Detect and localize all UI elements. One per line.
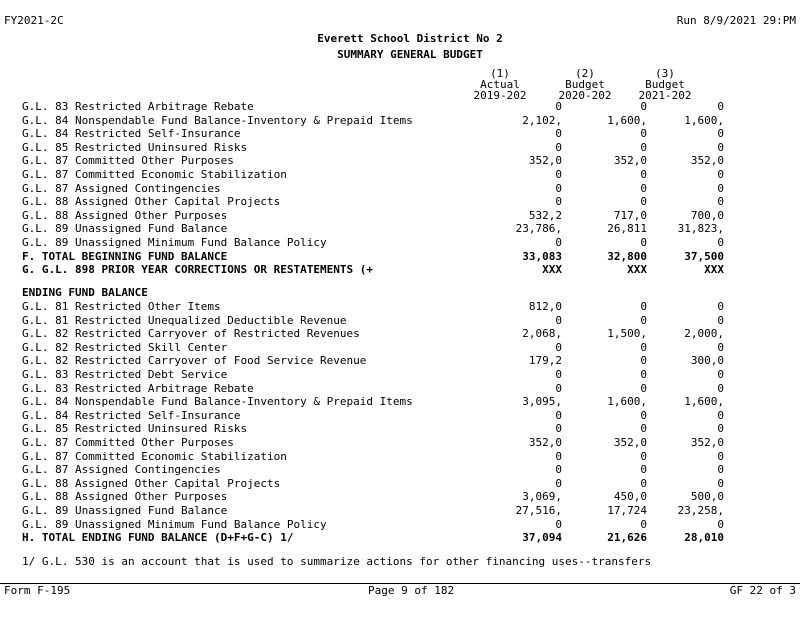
table-row <box>22 263 782 277</box>
row-label: G.L. 88 Assigned Other Purposes <box>22 208 228 222</box>
column-header-actual <box>455 68 545 101</box>
value-budget-prior: 0 <box>640 300 647 313</box>
value-budget-prior: 0 <box>640 236 647 249</box>
value-budget-current: XXX <box>704 263 724 277</box>
value-budget-prior: 17,724 <box>607 504 647 517</box>
column-period: 2019-202 <box>473 89 527 102</box>
value-budget-prior: 0 <box>640 313 647 327</box>
row-label: G.L. 87 Committed Other Purposes <box>22 154 234 168</box>
footnote: 1/ G.L. 530 is an account that is used to summarize actions for other financing uses--transfers <box>22 555 652 568</box>
fiscal-year-label: FY2021-2C <box>4 14 64 27</box>
value-budget-current: 1,600, <box>684 113 724 127</box>
table-row <box>22 327 782 341</box>
row-label: G.L. 84 Restricted Self-Insurance <box>22 408 241 422</box>
value-budget-prior: XXX <box>627 263 647 277</box>
row-label: G.L. 88 Assigned Other Capital Projects <box>22 476 281 490</box>
value-budget-current: 0 <box>717 463 724 477</box>
row-label: G.L. 84 Restricted Self-Insurance <box>22 127 241 141</box>
value-actual: 0 <box>555 449 562 463</box>
value-budget-current: 1,600, <box>684 395 724 409</box>
value-budget-current: 23,258, <box>677 504 724 517</box>
value-actual: 0 <box>555 313 562 327</box>
column-header-budget-current <box>620 68 710 101</box>
value-actual: 0 <box>555 517 562 531</box>
row-label: G.L. 89 Unassigned Minimum Fund Balance Policy <box>22 517 327 531</box>
value-actual: 179,2 <box>528 354 562 368</box>
table-row <box>22 195 782 209</box>
value-actual: 812,0 <box>528 300 562 313</box>
value-budget-current: 0 <box>717 368 724 381</box>
table-row <box>22 341 782 355</box>
column-label: Actual <box>480 78 520 91</box>
row-label: G.L. 81 Restricted Unequalized Deductible Revenue <box>22 313 347 327</box>
value-budget-current: 2,000, <box>684 327 724 341</box>
table-row <box>22 100 782 114</box>
value-budget-prior: 26,811 <box>607 222 647 236</box>
row-label: G.L. 82 Restricted Carryover of Food Service Revenue <box>22 354 367 368</box>
value-budget-current: 352,0 <box>690 154 724 168</box>
column-period: 2020-202 <box>558 89 612 102</box>
table-row <box>22 531 782 545</box>
value-actual: 0 <box>555 422 562 436</box>
value-budget-prior: 0 <box>640 127 647 141</box>
value-budget-prior: 0 <box>640 368 647 381</box>
value-actual: 0 <box>555 181 562 195</box>
row-label: G.L. 83 Restricted Arbitrage Rebate <box>22 100 254 113</box>
value-budget-prior: 0 <box>640 463 647 477</box>
value-actual: XXX <box>542 263 562 277</box>
value-actual: 3,095, <box>522 395 562 409</box>
form-number: Form F-195 <box>4 584 71 597</box>
table-row <box>22 368 782 382</box>
value-budget-prior: 0 <box>640 340 647 354</box>
row-label: G.L. 88 Assigned Other Purposes <box>22 490 228 504</box>
value-budget-current: 500,0 <box>690 490 724 504</box>
value-budget-prior: 1,500, <box>607 327 647 341</box>
value-actual: 0 <box>555 368 562 381</box>
page-code: GF 22 of 3 <box>729 584 796 597</box>
value-budget-prior: 0 <box>640 354 647 368</box>
row-label: G.L. 87 Committed Other Purposes <box>22 436 234 449</box>
value-actual: 2,102, <box>522 113 562 127</box>
row-label: H. TOTAL ENDING FUND BALANCE (D+F+G-C) 1/ <box>22 531 294 545</box>
value-budget-current: 0 <box>717 381 724 395</box>
value-budget-current: 0 <box>717 422 724 436</box>
table-row <box>22 436 782 450</box>
value-budget-current: 37,500 <box>684 249 724 263</box>
table-row <box>22 209 782 223</box>
value-budget-current: 0 <box>717 236 724 249</box>
value-budget-prior: 717,0 <box>613 208 647 222</box>
value-budget-prior: 352,0 <box>613 436 647 449</box>
value-budget-prior: 0 <box>640 517 647 531</box>
row-label: G. G.L. 898 PRIOR YEAR CORRECTIONS OR RESTATEMENTS (+ <box>22 263 373 277</box>
value-actual: 0 <box>555 140 562 154</box>
value-actual: 0 <box>555 463 562 477</box>
value-budget-prior: 0 <box>640 422 647 436</box>
table-row <box>22 518 782 532</box>
row-label: G.L. 82 Restricted Skill Center <box>22 340 228 354</box>
value-actual: 0 <box>555 381 562 395</box>
table-row <box>22 477 782 491</box>
value-budget-current: 0 <box>717 100 724 113</box>
value-actual: 37,094 <box>522 531 562 545</box>
row-label: G.L. 84 Nonspendable Fund Balance-Inventory & Prepaid Items <box>22 113 413 127</box>
value-budget-prior: 0 <box>640 140 647 154</box>
value-budget-prior: 0 <box>640 195 647 209</box>
table-row <box>22 141 782 155</box>
value-actual: 352,0 <box>528 436 562 449</box>
row-label: G.L. 85 Restricted Uninsured Risks <box>22 422 248 436</box>
value-budget-current: 28,010 <box>684 531 724 545</box>
value-budget-current: 0 <box>717 340 724 354</box>
table-row <box>22 222 782 236</box>
value-actual: 0 <box>555 168 562 181</box>
row-label: F. TOTAL BEGINNING FUND BALANCE <box>22 249 228 263</box>
value-budget-current: 0 <box>717 449 724 463</box>
value-budget-prior: 21,626 <box>607 531 647 545</box>
row-label: G.L. 87 Committed Economic Stabilization <box>22 449 287 463</box>
value-budget-current: 0 <box>717 517 724 531</box>
value-budget-current: 0 <box>717 140 724 154</box>
row-label: G.L. 87 Assigned Contingencies <box>22 181 221 195</box>
table-row <box>22 168 782 182</box>
value-budget-prior: 0 <box>640 100 647 113</box>
value-budget-prior: 0 <box>640 181 647 195</box>
value-budget-current: 0 <box>717 168 724 181</box>
value-actual: 352,0 <box>528 154 562 168</box>
table-row <box>22 354 782 368</box>
value-actual: 0 <box>555 340 562 354</box>
value-budget-current: 300,0 <box>690 354 724 368</box>
value-actual: 33,083 <box>522 249 562 263</box>
value-budget-current: 0 <box>717 181 724 195</box>
table-row <box>22 409 782 423</box>
value-budget-current: 0 <box>717 313 724 327</box>
column-period: 2021-202 <box>638 89 692 102</box>
column-number: (2) <box>575 67 595 80</box>
run-timestamp: Run 8/9/2021 29:PM <box>676 14 796 27</box>
value-actual: 0 <box>555 408 562 422</box>
value-actual: 2,068, <box>522 327 562 341</box>
value-budget-prior: 0 <box>640 449 647 463</box>
table-row <box>22 382 782 396</box>
district-title: Everett School District No 2 <box>317 32 503 45</box>
value-actual: 0 <box>555 100 562 113</box>
section-title: ENDING FUND BALANCE <box>22 286 148 299</box>
value-budget-prior: 352,0 <box>613 154 647 168</box>
row-label: G.L. 88 Assigned Other Capital Projects <box>22 195 281 209</box>
value-actual: 27,516, <box>515 504 562 517</box>
table-row <box>22 395 782 409</box>
value-budget-prior: 32,800 <box>607 249 647 263</box>
row-label: G.L. 82 Restricted Carryover of Restricted Revenues <box>22 327 360 341</box>
value-budget-current: 0 <box>717 127 724 141</box>
table-row <box>22 250 782 264</box>
table-row <box>22 182 782 196</box>
row-label: G.L. 87 Committed Economic Stabilization <box>22 168 287 181</box>
value-actual: 0 <box>555 127 562 141</box>
table-row <box>22 463 782 477</box>
value-budget-prior: 0 <box>640 476 647 490</box>
value-budget-prior: 1,600, <box>607 113 647 127</box>
table-row <box>22 154 782 168</box>
row-label: G.L. 85 Restricted Uninsured Risks <box>22 140 248 154</box>
row-label: G.L. 89 Unassigned Fund Balance <box>22 222 228 236</box>
value-actual: 3,069, <box>522 490 562 504</box>
row-label: G.L. 81 Restricted Other Items <box>22 300 221 313</box>
row-label: G.L. 83 Restricted Debt Service <box>22 368 228 381</box>
column-number: (1) <box>490 67 510 80</box>
table-row <box>22 127 782 141</box>
table-row <box>22 504 782 518</box>
row-label: G.L. 87 Assigned Contingencies <box>22 463 221 477</box>
table-row <box>22 114 782 128</box>
value-actual: 0 <box>555 236 562 249</box>
column-header-budget-prior <box>540 68 630 101</box>
table-row <box>22 300 782 314</box>
value-budget-current: 0 <box>717 408 724 422</box>
row-label: G.L. 89 Unassigned Fund Balance <box>22 504 228 517</box>
value-budget-current: 0 <box>717 476 724 490</box>
value-budget-prior: 0 <box>640 408 647 422</box>
table-row <box>22 450 782 464</box>
value-budget-current: 0 <box>717 195 724 209</box>
value-budget-current: 700,0 <box>690 208 724 222</box>
row-label: G.L. 89 Unassigned Minimum Fund Balance Policy <box>22 236 327 249</box>
value-budget-prior: 0 <box>640 381 647 395</box>
report-title: SUMMARY GENERAL BUDGET <box>337 48 483 61</box>
page-number: Page 9 of 182 <box>368 584 455 597</box>
value-budget-prior: 0 <box>640 168 647 181</box>
table-row <box>22 314 782 328</box>
row-label: G.L. 83 Restricted Arbitrage Rebate <box>22 381 254 395</box>
value-actual: 532,2 <box>528 208 562 222</box>
table-row <box>22 236 782 250</box>
column-label: Budget <box>565 78 605 91</box>
value-budget-prior: 1,600, <box>607 395 647 409</box>
row-label: G.L. 84 Nonspendable Fund Balance-Inventory & Prepaid Items <box>22 395 413 409</box>
column-label: Budget <box>645 78 685 91</box>
table-row <box>22 422 782 436</box>
value-budget-current: 0 <box>717 300 724 313</box>
value-budget-current: 352,0 <box>690 436 724 449</box>
value-budget-current: 31,823, <box>677 222 724 236</box>
value-actual: 23,786, <box>515 222 562 236</box>
table-row <box>22 490 782 504</box>
value-actual: 0 <box>555 195 562 209</box>
value-actual: 0 <box>555 476 562 490</box>
value-budget-prior: 450,0 <box>613 490 647 504</box>
column-number: (3) <box>655 67 675 80</box>
